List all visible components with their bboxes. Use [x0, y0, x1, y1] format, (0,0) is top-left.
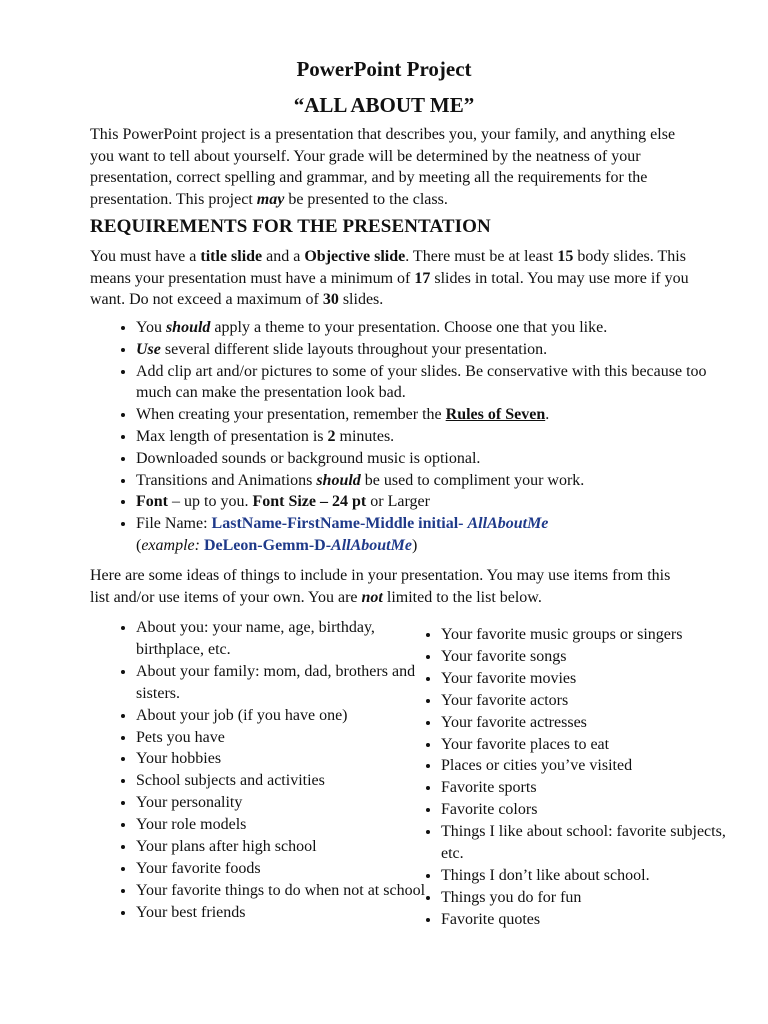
req-text: . There must be at least: [405, 248, 558, 265]
list-item: • Your favorite places to eat: [441, 734, 741, 756]
item-text: You: [136, 319, 166, 336]
list-item: • Things I don’t like about school.: [441, 865, 741, 887]
list-item: [136, 448, 736, 470]
list-item: [136, 426, 736, 448]
rules-of-seven: Rules of Seven: [445, 406, 546, 424]
req-text: slides in total. You may use more if you want. Do not exceed a maximum of: [90, 269, 689, 308]
list-item: • Your favorite songs: [441, 646, 741, 668]
ideas-list-right: [395, 624, 741, 931]
paren-open: (: [136, 536, 142, 554]
list-item: • Things you do for fun: [441, 887, 741, 909]
list-item: • Your favorite things to do when not at school: [136, 880, 426, 902]
list-item: • Your favorite music groups or singers: [441, 624, 741, 646]
item-emphasis: Use: [136, 340, 161, 358]
item-text: Transitions and Animations: [136, 471, 317, 489]
ideas-emphasis: not: [361, 588, 383, 606]
document-subtitle: “ALL ABOUT ME”: [293, 93, 475, 117]
list-item: • Favorite colors: [441, 799, 741, 821]
item-text: minutes.: [335, 427, 395, 445]
req-body-slide-count: 15: [557, 248, 574, 265]
req-min-slide-count: 17: [414, 269, 431, 287]
ideas-paragraph: [90, 565, 690, 608]
example-label: example:: [141, 536, 204, 554]
item-text: Downloaded sounds or background music is optional.: [136, 449, 481, 467]
font-size-label: Font Size – 24 pt: [252, 493, 367, 511]
document-title: PowerPoint Project: [296, 57, 472, 81]
list-item: • Your personality: [136, 792, 426, 814]
file-name-example-suffix: AllAboutMe: [331, 536, 412, 554]
item-text: Add clip art and/or pictures to some of your slides. Be conservative with this because too much can make the presentation look bad.: [136, 362, 707, 402]
list-item: [136, 404, 736, 426]
requirements-heading: REQUIREMENTS FOR THE PRESENTATION: [90, 216, 491, 237]
item-text: apply a theme to your presentation. Choose one that you like.: [210, 319, 608, 336]
file-name-label: File Name:: [136, 515, 212, 533]
list-item: • Favorite quotes: [441, 909, 741, 931]
font-label: Font: [136, 493, 168, 511]
list-item: • Places or cities you’ve visited: [441, 755, 741, 777]
list-item: • Your best friends: [136, 902, 426, 924]
list-item: • Your hobbies: [136, 748, 426, 770]
ideas-text: Here are some ideas of things to include in your presentation. You may use items from this list and/or use items of your own. You are: [90, 567, 671, 606]
item-emphasis: should: [316, 471, 361, 489]
list-item: • Things I like about school: favorite subjects, etc.: [441, 821, 741, 865]
item-text: .: [545, 406, 550, 424]
list-item: • Your favorite movies: [441, 668, 741, 690]
list-item: • Favorite sports: [441, 777, 741, 799]
list-item: [136, 361, 736, 405]
req-title-slide: title slide: [200, 248, 263, 265]
item-text: several different slide layouts throughout your presentation.: [160, 340, 548, 358]
file-name-example: DeLeon-Gemm-D-: [203, 536, 332, 554]
list-item: • School subjects and activities: [136, 770, 426, 792]
ideas-text-end: limited to the list below.: [382, 588, 542, 606]
requirements-paragraph: [90, 246, 690, 311]
list-item: • Your plans after high school: [136, 836, 426, 858]
list-item: [136, 513, 736, 557]
req-text: body slides. This means your presentation must have a minimum of: [90, 248, 686, 287]
item-emphasis: should: [165, 319, 211, 336]
list-item: • About your family: mom, dad, brothers and sisters.: [136, 661, 426, 705]
list-item: • Your favorite actors: [441, 690, 741, 712]
list-item: • Pets you have: [136, 727, 426, 749]
req-text: You must have a: [90, 248, 201, 265]
list-item: • About you: your name, age, birthday, birthplace, etc.: [136, 617, 426, 661]
list-item: • Your role models: [136, 814, 426, 836]
item-text: or Larger: [366, 493, 430, 511]
intro-emphasis: may: [256, 190, 285, 208]
req-text: slides.: [338, 291, 384, 308]
max-minutes: 2: [327, 427, 336, 445]
req-text: and a: [262, 248, 305, 265]
paren-close: ): [411, 536, 418, 554]
item-text: Max length of presentation is: [136, 427, 328, 445]
item-text: be used to compliment your work.: [360, 471, 585, 489]
file-name-pattern: LastName-FirstName-Middle initial-: [211, 515, 468, 533]
intro-text-end: be presented to the class.: [284, 190, 448, 208]
list-item: [136, 339, 736, 361]
list-item: [136, 470, 736, 492]
list-item: • Your favorite foods: [136, 858, 426, 880]
item-text: When creating your presentation, remember the: [136, 406, 446, 424]
requirements-list: [90, 317, 736, 557]
req-objective-slide: Objective slide: [304, 248, 406, 265]
file-name-pattern-suffix: AllAboutMe: [467, 515, 549, 533]
item-text: – up to you.: [168, 493, 253, 511]
ideas-list-left: [90, 617, 426, 924]
list-item: • Your favorite actresses: [441, 712, 741, 734]
req-max-slide-count: 30: [322, 291, 339, 308]
list-item: [136, 317, 736, 339]
list-item: • About your job (if you have one): [136, 705, 426, 727]
intro-text: This PowerPoint project is a presentation that describes you, your family, and anything else you want to tell about yourself. Your grade will be determined by the neatness of your presentation, correct spelling and grammar, and by meeting all the requirements for the presentation. This project: [90, 126, 676, 208]
intro-paragraph: [90, 124, 690, 210]
list-item: [136, 491, 736, 513]
